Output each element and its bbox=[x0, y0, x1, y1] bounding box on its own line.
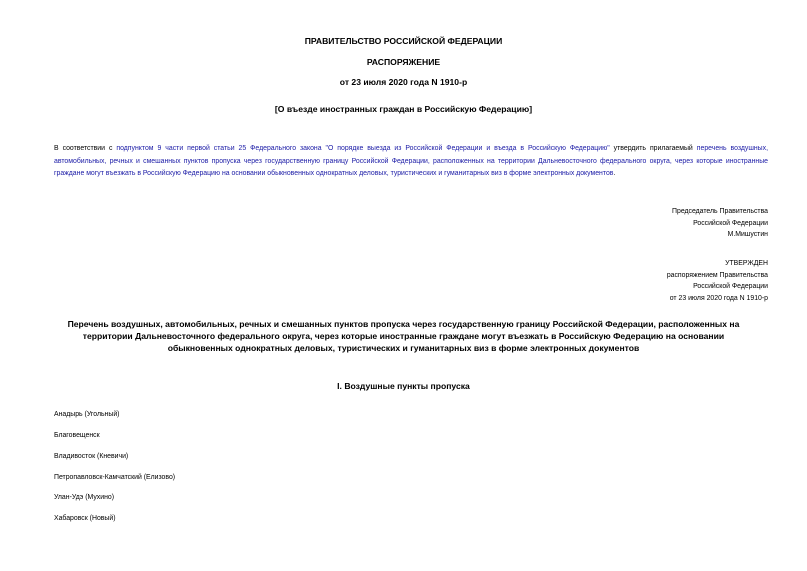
approval-line-3: Российской Федерации bbox=[693, 283, 768, 290]
intro-paragraph bbox=[54, 143, 768, 181]
list-item: Владивосток (Кневичи) bbox=[54, 453, 129, 460]
intro-middle: утвердить прилагаемый bbox=[609, 145, 697, 152]
signature-block bbox=[672, 206, 768, 241]
approved-list-link[interactable]: перечень воздушных, автомобильных, речных и смешанных пунктов пропуска через государственную границу Российской Федерации, расположенных на территории Дальневосточного федерального округа, через которые иностранные граждане могут въезжать в Российскую Федерацию на основании обыкновенных однократных деловых, туристических и гуманитарных виз в форме электронных документов bbox=[54, 145, 768, 177]
list-item: Анадырь (Угольный) bbox=[54, 411, 120, 418]
list-item: Петропавловск-Камчатский (Елизово) bbox=[54, 474, 176, 481]
list-item: Благовещенск bbox=[54, 432, 100, 439]
document-date-number: от 23 июля 2020 года N 1910-р bbox=[339, 77, 468, 87]
government-heading: ПРАВИТЕЛЬСТВО РОССИЙСКОЙ ФЕДЕРАЦИИ bbox=[304, 36, 503, 46]
approval-status: УТВЕРЖДЕН bbox=[725, 260, 768, 267]
list-item: Улан-Удэ (Мухино) bbox=[54, 494, 115, 501]
approval-line-2: распоряжением Правительства bbox=[666, 271, 768, 279]
document-subject: [О въезде иностранных граждан в Российскую Федерацию] bbox=[274, 104, 533, 114]
list-item: Хабаровск (Новый) bbox=[54, 515, 116, 522]
signature-name: М.Мишустин bbox=[727, 231, 768, 238]
intro-end: . bbox=[613, 170, 616, 177]
list-title: Перечень воздушных, автомобильных, речных и смешанных пунктов пропуска через государственную границу Российской Федерации, расположенных на территории Дальневосточного федерального округа, через которые иностранные граждане могут въезжать в Российскую Федерацию на основании обыкновенных однократных деловых, туристических и гуманитарных виз в форме электронных документов bbox=[67, 319, 740, 354]
signature-title: Председатель Правительства bbox=[672, 208, 768, 215]
document-type-heading: РАСПОРЯЖЕНИЕ bbox=[366, 57, 441, 67]
law-reference-link[interactable]: подпунктом 9 части первой статьи 25 Федерального закона "О порядке выезда из Российской Федерации и въезда в Российскую Федерацию" bbox=[116, 145, 610, 152]
signature-org: Российской Федерации bbox=[693, 219, 768, 227]
section-title: I. Воздушные пункты пропуска bbox=[337, 381, 470, 391]
approval-block bbox=[667, 258, 768, 304]
intro-lead: В соответствии с bbox=[54, 145, 117, 152]
approval-date: от 23 июля 2020 года N 1910-р bbox=[669, 294, 768, 302]
